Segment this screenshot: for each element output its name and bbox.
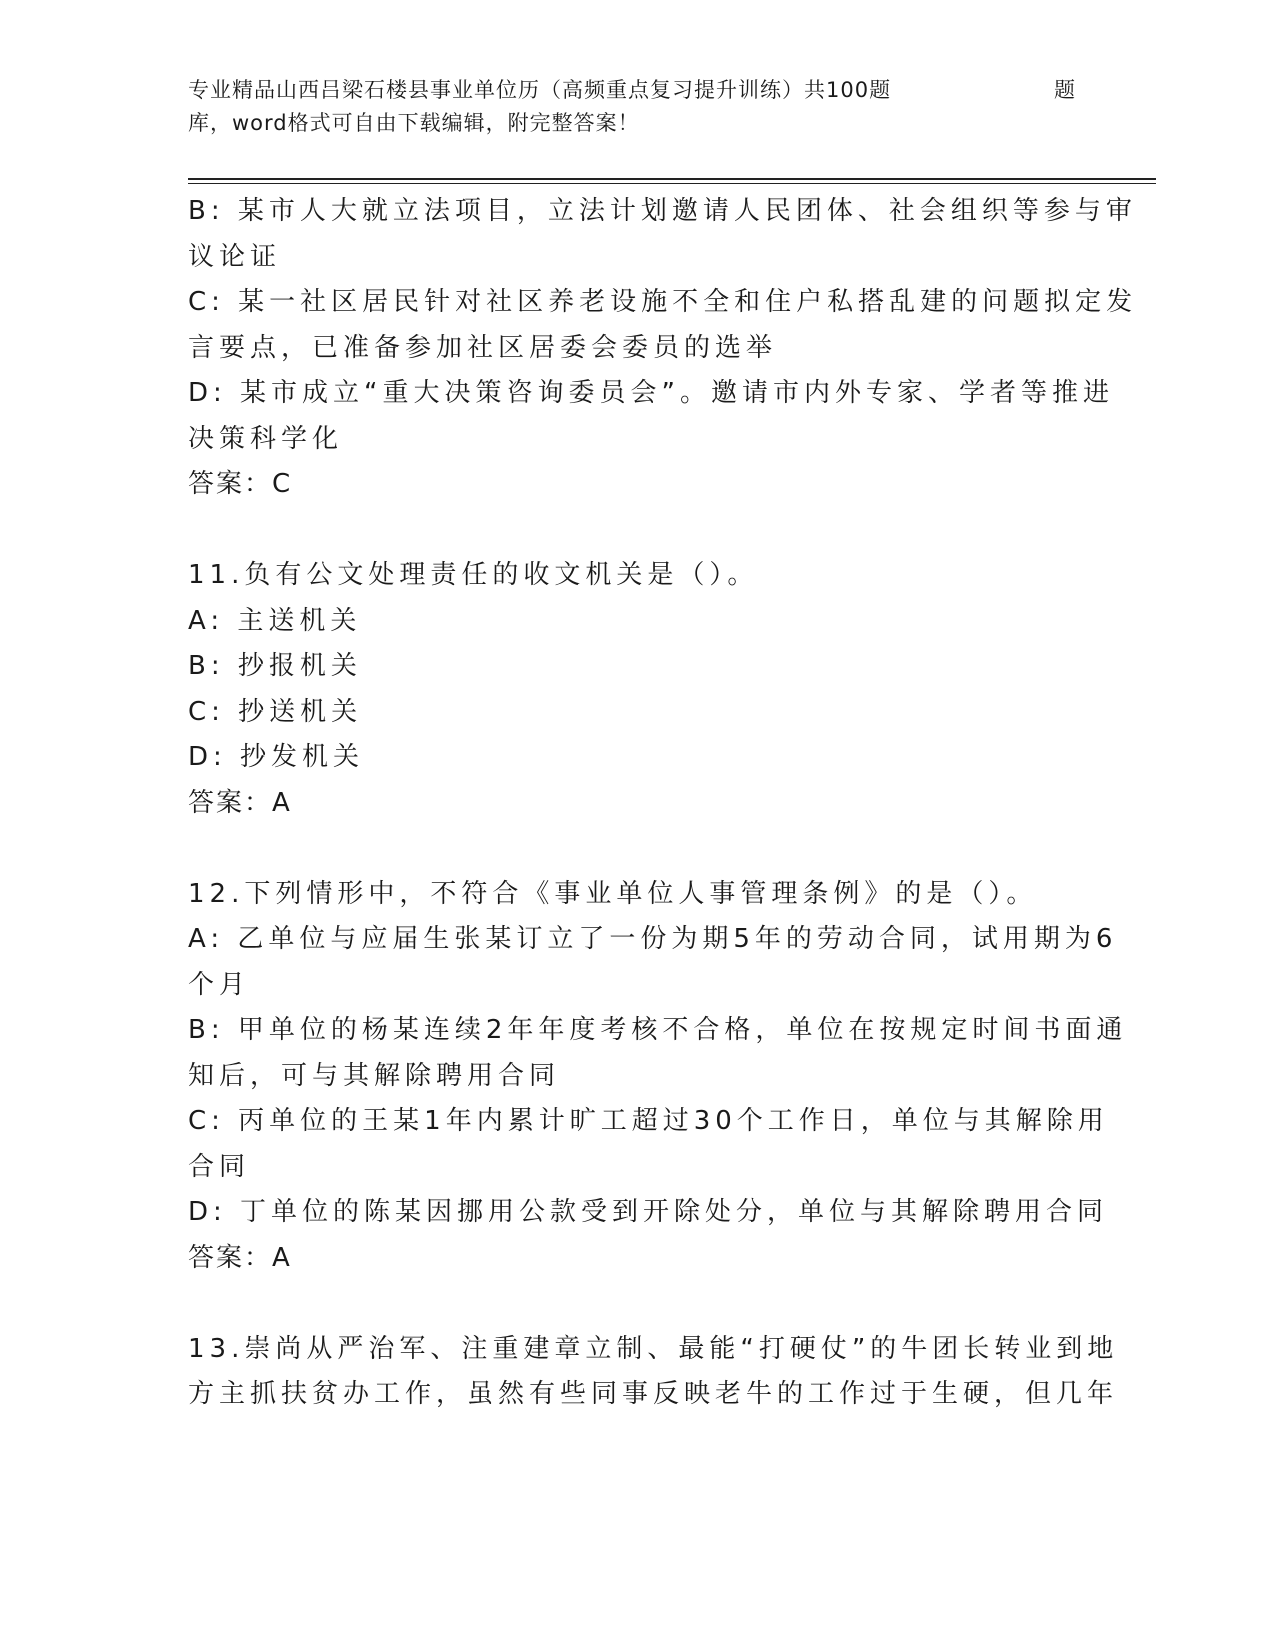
answer: 答案：C xyxy=(188,469,293,499)
header-title-text: 专业精品山西吕梁石楼县事业单位历（高频重点复习提升训练）共100题 xyxy=(188,78,892,102)
option-c-line-1: C: 某一社区居民针对社区养老设施不全和住户私搭乱建的问题拟定发 xyxy=(188,287,1138,317)
option-c-line-2: 合同 xyxy=(188,1151,251,1182)
question-12 xyxy=(188,872,1128,1282)
page-header xyxy=(188,74,1088,140)
option-d-line-2: 决策科学化 xyxy=(188,423,344,454)
header-divider-thin xyxy=(188,183,1156,184)
option-c: C: 抄送机关 xyxy=(188,696,363,727)
spacer xyxy=(188,826,1088,872)
header-divider-thick xyxy=(188,178,1156,180)
option-b-line-2: 议论证 xyxy=(188,241,282,272)
option-d: D: 丁单位的陈某因挪用公款受到开除处分，单位与其解除聘用合同 xyxy=(188,1197,1109,1227)
option-d-line-1: D: 某市成立“重大决策咨询委员会”。邀请市内外专家、学者等推进 xyxy=(188,378,1114,408)
option-a-line-1: A: 乙单位与应届生张某订立了一份为期5年的劳动合同，试用期为6 xyxy=(188,924,1118,954)
option-a-line-2: 个月 xyxy=(188,969,251,1000)
option-b: B: 抄报机关 xyxy=(188,651,362,681)
question-10-continued xyxy=(188,189,1138,508)
answer: 答案：A xyxy=(188,1242,292,1273)
spacer xyxy=(188,1281,1088,1327)
question-stem-line-1: 13.崇尚从严治军、注重建章立制、最能“打硬仗”的牛团长转业到地 xyxy=(188,1333,1119,1364)
option-c-line-1: C: 丙单位的王某1年内累计旷工超过30个工作日，单位与其解除用 xyxy=(188,1106,1109,1136)
option-b-line-1: B: 甲单位的杨某连续2年年度考核不合格，单位在按规定时间书面通 xyxy=(188,1015,1128,1045)
option-b-line-2: 知后，可与其解除聘用合同 xyxy=(188,1060,561,1091)
option-c-line-2: 言要点，已准备参加社区居委会委员的选举 xyxy=(188,332,778,363)
header-title-tail: 题 xyxy=(1054,78,1076,102)
question-stem-line-2: 方主抓扶贫办工作，虽然有些同事反映老牛的工作过于生硬，但几年 xyxy=(188,1379,1119,1409)
header-line-1 xyxy=(188,74,1088,107)
question-content xyxy=(188,189,1138,1418)
header-line-2: 库，word格式可自由下载编辑，附完整答案！ xyxy=(188,111,640,135)
option-d: D: 抄发机关 xyxy=(188,742,365,772)
question-stem: 12.下列情形中，不符合《事业单位人事管理条例》的是（）。 xyxy=(188,878,1038,909)
option-a: A: 主送机关 xyxy=(188,605,362,636)
question-stem: 11.负有公文处理责任的收文机关是（）。 xyxy=(188,560,759,590)
question-13 xyxy=(188,1327,1119,1418)
option-b-line-1: B: 某市人大就立法项目，立法计划邀请人民团体、社会组织等参与审 xyxy=(188,196,1137,226)
answer: 答案：A xyxy=(188,787,292,818)
spacer xyxy=(188,508,1088,554)
question-11 xyxy=(188,553,1088,826)
